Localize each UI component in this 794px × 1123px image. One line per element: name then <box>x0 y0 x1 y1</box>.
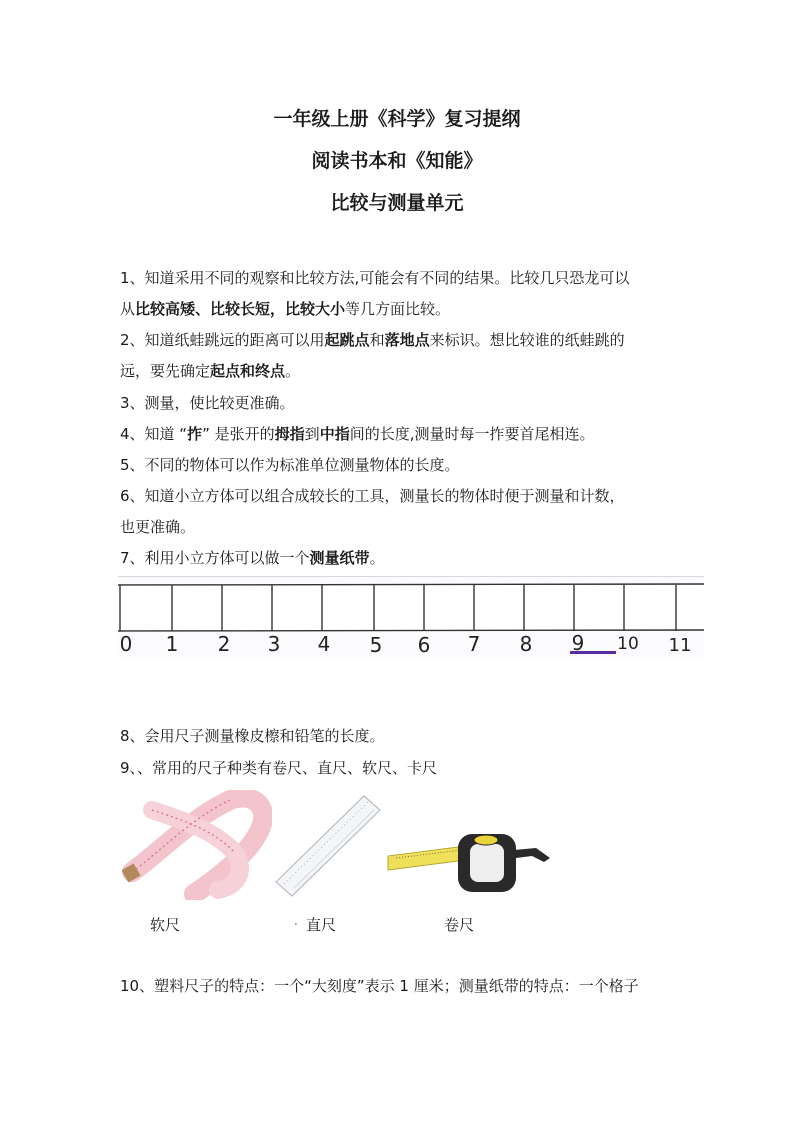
bold-text: 起点和终点 <box>210 362 286 380</box>
strip-number: 2 <box>217 632 231 656</box>
item-10: 10、塑料尺子的特点：一个“大刻度”表示 1 厘米；测量纸带的特点：一个格子 <box>120 977 639 995</box>
document-title: 一年级上册《科学》复习提纲 <box>273 108 521 130</box>
item-6-line-1: 6、知道小立方体可以组合成较长的工具，测量长的物体时便于测量和计数， <box>120 487 625 505</box>
text: 和 <box>369 331 385 349</box>
text: ” 是张开的 <box>202 425 275 443</box>
text: 2、知道纸蛙跳远的距离可以用 <box>120 331 325 349</box>
strip-number: 3 <box>267 632 281 656</box>
strip-number: 11 <box>668 635 692 656</box>
item-2-line-2 <box>120 361 680 381</box>
item-6-line-2: 也更准确。 <box>120 518 196 536</box>
text: 到 <box>304 425 320 443</box>
strip-number: 8 <box>519 632 533 656</box>
item-9: 9、、常用的尺子种类有卷尺、直尺、软尺、卡尺 <box>120 759 438 777</box>
caption-straight-ruler: 直尺 <box>306 916 337 934</box>
bold-text: 拃 <box>187 425 203 443</box>
text: 4、知道 “ <box>120 425 188 443</box>
strip-number: 1 <box>165 632 179 656</box>
text: 远，要先确定 <box>120 362 211 380</box>
caption-soft-ruler: 软尺 <box>150 916 181 934</box>
item-8: 8、会用尺子测量橡皮檫和铅笔的长度。 <box>120 727 385 745</box>
strip-number: 6 <box>417 633 431 657</box>
text: 从 <box>120 300 136 318</box>
item-2-line-1 <box>120 330 680 350</box>
strip-number: 0 <box>119 632 133 656</box>
item-7 <box>120 548 680 568</box>
text: 来标识。想比较谁的纸蛙跳的 <box>429 331 625 349</box>
bold-text: 落地点 <box>384 331 430 349</box>
bold-text: 测量纸带 <box>309 549 370 567</box>
text: 。 <box>285 362 301 380</box>
item-3: 3、测量，使比较更准确。 <box>120 394 295 412</box>
soft-tape-measure-photo <box>122 790 272 904</box>
straight-ruler-photo <box>270 790 385 902</box>
item-1-line-2 <box>120 299 680 319</box>
item-4 <box>120 424 680 444</box>
caption-tape-ruler: 卷尺 <box>444 916 475 934</box>
tape-measure-photo <box>386 828 561 904</box>
strip-number: 4 <box>317 632 331 656</box>
strip-number: 5 <box>369 633 383 657</box>
measuring-strip-photo <box>118 576 704 657</box>
text: 7、利用小立方体可以做一个 <box>120 549 310 567</box>
bold-text: 拇指 <box>274 425 305 443</box>
text: 间的长度,测量时每一拃要首尾相连。 <box>349 425 595 443</box>
strip-number: 10 <box>617 634 639 654</box>
unit-title: 比较与测量单元 <box>330 192 464 214</box>
bold-text: 中指 <box>319 425 350 443</box>
document-subtitle: 阅读书本和《知能》 <box>311 150 483 172</box>
bold-text: 比较高矮、比较长短，比较大小 <box>135 300 346 318</box>
text: 。 <box>369 549 385 567</box>
bold-text: 起跳点 <box>324 331 370 349</box>
text: 等几方面比较。 <box>345 300 451 318</box>
item-1-line-1: 1、知道采用不同的观察和比较方法,可能会有不同的结果。比较几只恐龙可以 <box>120 269 630 287</box>
strip-number: 7 <box>467 632 481 656</box>
caption-dot: . <box>294 914 298 928</box>
item-5: 5、不同的物体可以作为标准单位测量物体的长度。 <box>120 456 460 474</box>
strip-number: 9 <box>571 631 585 655</box>
